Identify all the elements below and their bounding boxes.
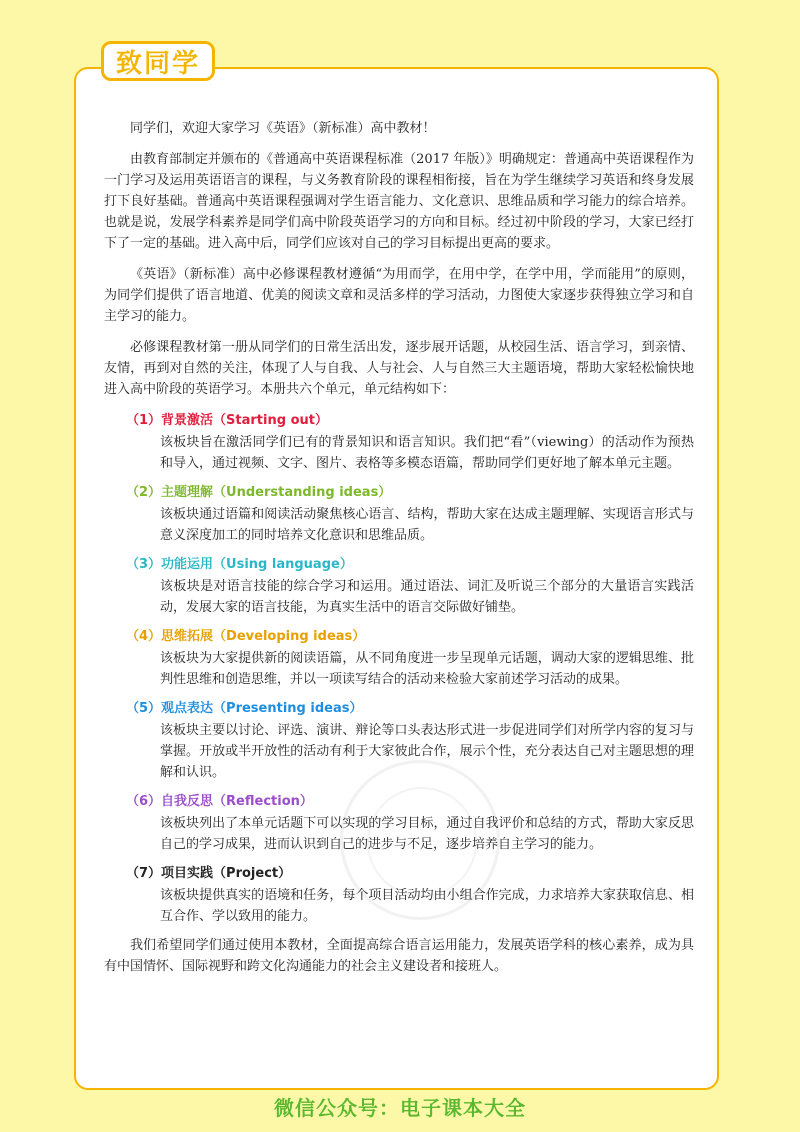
letter-body xyxy=(104,118,694,987)
section-starting-out xyxy=(104,410,694,474)
section-understanding-ideas xyxy=(104,482,694,546)
footer-text: 微信公众号：电子课本大全 xyxy=(274,1096,526,1120)
page-title: 致同学 xyxy=(115,48,200,79)
section-title: （5）观点表达（Presenting ideas） xyxy=(126,701,363,716)
section-title: （4）思维拓展（Developing ideas） xyxy=(126,629,366,644)
section-reflection xyxy=(104,791,694,855)
section-body: 该板块提供真实的语境和任务，每个项目活动均由小组合作完成，力求培养大家获取信息、相互合作、学以致用的能力。 xyxy=(160,888,694,924)
section-title: （6）自我反思（Reflection） xyxy=(126,794,313,809)
section-body: 该板块旨在激活同学们已有的背景知识和语言知识。我们把“看”（viewing）的活动作为预热和导入，通过视频、文字、图片、表格等多模态语篇，帮助同学们更好地了解本单元主题。 xyxy=(160,435,694,471)
section-using-language xyxy=(104,554,694,618)
section-title: （7）项目实践（Project） xyxy=(126,866,292,881)
section-body: 该板块通过语篇和阅读活动聚焦核心语言、结构，帮助大家在达成主题理解、实现语言形式与意义深度加工的同时培养文化意识和思维品质。 xyxy=(160,507,694,543)
greeting: 同学们，欢迎大家学习《英语》（新标准）高中教材！ xyxy=(130,121,436,136)
section-presenting-ideas xyxy=(104,698,694,783)
intro-paragraph-3: 必修课程教材第一册从同学们的日常生活出发，逐步展开话题，从校园生活、语言学习，到亲情、友情，再到对自然的关注，体现了人与自我、人与社会、人与自然三大主题语境，帮助大家轻松愉快地进入高中阶段的英语学习。本册共六个单元，单元结构如下： xyxy=(104,340,694,397)
section-body: 该板块主要以讨论、评选、演讲、辩论等口头表达形式进一步促进同学们对所学内容的复习与掌握。开放或半开放性的活动有利于大家彼此合作，展示个性，充分表达自己对主题思想的理解和认识。 xyxy=(160,723,694,780)
section-developing-ideas xyxy=(104,626,694,690)
section-title: （2）主题理解（Understanding ideas） xyxy=(126,485,392,500)
title-tab xyxy=(101,41,215,81)
section-body: 该板块是对语言技能的综合学习和运用。通过语法、词汇及听说三个部分的大量语言实践活动，发展大家的语言技能，为真实生活中的语言交际做好铺垫。 xyxy=(160,579,694,615)
section-title: （3）功能运用（Using language） xyxy=(126,557,353,572)
closing-paragraph: 我们希望同学们通过使用本教材，全面提高综合语言运用能力，发展英语学科的核心素养，成为具有中国情怀、国际视野和跨文化沟通能力的社会主义建设者和接班人。 xyxy=(104,938,694,974)
section-title: （1）背景激活（Starting out） xyxy=(126,413,328,428)
section-project xyxy=(104,863,694,927)
intro-paragraph-1: 由教育部制定并颁布的《普通高中英语课程标准（2017 年版）》明确规定：普通高中英语课程作为一门学习及运用英语语言的课程，与义务教育阶段的课程相衔接，旨在为学生继续学习英语和终身发展打下良好基础。普通高中英语课程强调对学生语言能力、文化意识、思维品质和学习能力的综合培养。也就是说，发展学科素养是同学们高中阶段英语学习的方向和目标。经过初中阶段的学习，大家已经打下了一定的基础。进入高中后，同学们应该对自己的学习目标提出更高的要求。 xyxy=(104,152,694,251)
section-body: 该板块为大家提供新的阅读语篇，从不同角度进一步呈现单元话题，调动大家的逻辑思维、批判性思维和创造思维，并以一项读写结合的活动来检验大家前述学习活动的成果。 xyxy=(160,651,694,687)
section-body: 该板块列出了本单元话题下可以实现的学习目标，通过自我评价和总结的方式，帮助大家反思自己的学习成果，进而认识到自己的进步与不足，逐步培养自主学习的能力。 xyxy=(160,816,694,852)
intro-paragraph-2: 《英语》（新标准）高中必修课程教材遵循“为用而学，在用中学，在学中用，学而能用”的原则，为同学们提供了语言地道、优美的阅读文章和灵活多样的学习活动，力图使大家逐步获得独立学习和自主学习的能力。 xyxy=(104,267,694,324)
